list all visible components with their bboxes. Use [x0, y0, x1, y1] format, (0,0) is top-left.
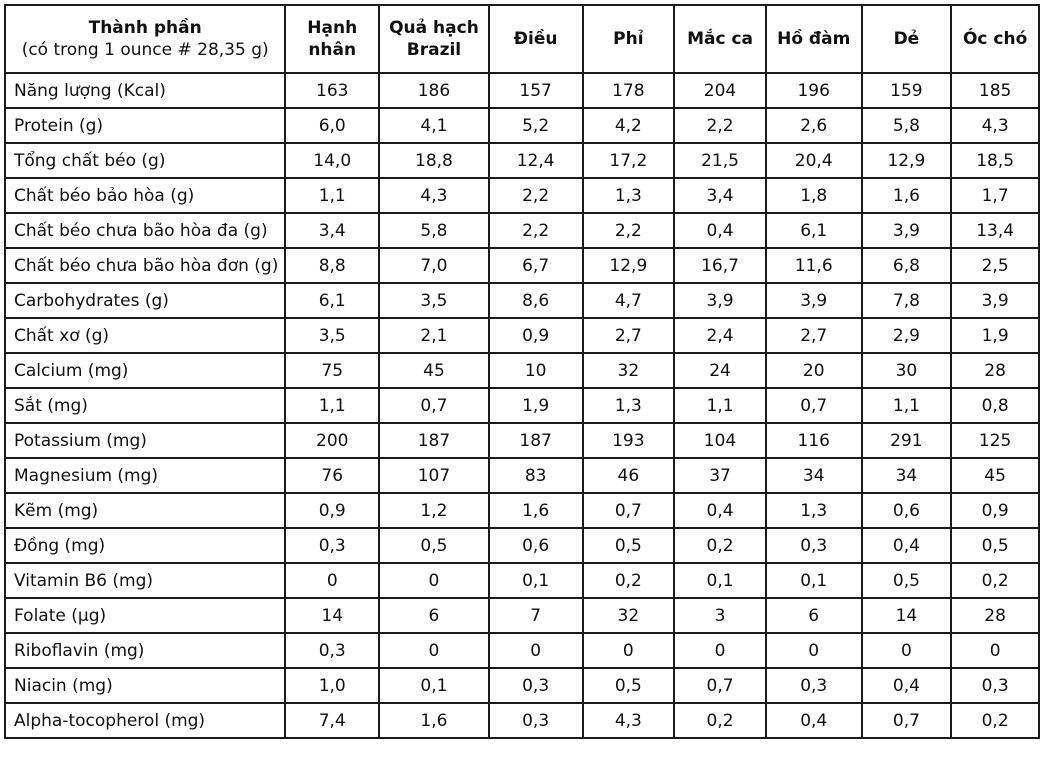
table-cell: 14: [285, 598, 379, 633]
row-label: Magnesium (mg): [5, 458, 285, 493]
table-body: [5, 73, 1039, 738]
table-cell: 34: [862, 458, 952, 493]
row-label: Protein (g): [5, 108, 285, 143]
table-cell: 32: [583, 353, 675, 388]
table-cell: 0,4: [674, 213, 766, 248]
table-cell: 3,9: [862, 213, 952, 248]
table-cell: 4,3: [583, 703, 675, 738]
table-cell: 6: [379, 598, 489, 633]
table-cell: 2,2: [489, 178, 583, 213]
table-row: [5, 213, 1039, 248]
header-nut: Phỉ: [583, 5, 675, 73]
row-label: Tổng chất béo (g): [5, 143, 285, 178]
row-label: Sắt (mg): [5, 388, 285, 423]
table-row: [5, 598, 1039, 633]
table-cell: 200: [285, 423, 379, 458]
row-label: Carbohydrates (g): [5, 283, 285, 318]
table-row: [5, 143, 1039, 178]
table-row: [5, 283, 1039, 318]
table-cell: 45: [951, 458, 1039, 493]
header-nut: Điều: [489, 5, 583, 73]
table-cell: 6,1: [285, 283, 379, 318]
table-cell: 1,3: [766, 493, 862, 528]
table-cell: 0,9: [951, 493, 1039, 528]
row-label: Chất béo chưa bão hòa đa (g): [5, 213, 285, 248]
table-cell: 0,3: [766, 668, 862, 703]
row-label: Năng lượng (Kcal): [5, 73, 285, 108]
table-cell: 12,9: [583, 248, 675, 283]
row-label: Alpha-tocopherol (mg): [5, 703, 285, 738]
table-cell: 0,2: [674, 528, 766, 563]
table-cell: 17,2: [583, 143, 675, 178]
table-cell: 187: [489, 423, 583, 458]
table-cell: 5,8: [379, 213, 489, 248]
table-cell: 45: [379, 353, 489, 388]
row-label: Đồng (mg): [5, 528, 285, 563]
table-cell: 24: [674, 353, 766, 388]
table-cell: 13,4: [951, 213, 1039, 248]
table-cell: 0,3: [489, 703, 583, 738]
table-cell: 76: [285, 458, 379, 493]
table-cell: 16,7: [674, 248, 766, 283]
table-cell: 0: [489, 633, 583, 668]
table-cell: 4,2: [583, 108, 675, 143]
table-cell: 83: [489, 458, 583, 493]
table-cell: 1,1: [285, 388, 379, 423]
table-cell: 1,6: [862, 178, 952, 213]
table-cell: 5,2: [489, 108, 583, 143]
row-label: Chất béo bảo hòa (g): [5, 178, 285, 213]
table-cell: 1,9: [951, 318, 1039, 353]
table-cell: 4,7: [583, 283, 675, 318]
table-cell: 159: [862, 73, 952, 108]
table-cell: 7,4: [285, 703, 379, 738]
table-cell: 30: [862, 353, 952, 388]
table-cell: 0,5: [583, 528, 675, 563]
row-label: Niacin (mg): [5, 668, 285, 703]
table-cell: 116: [766, 423, 862, 458]
table-cell: 0,2: [674, 703, 766, 738]
table-cell: 0,3: [285, 528, 379, 563]
table-cell: 104: [674, 423, 766, 458]
table-cell: 0,7: [862, 703, 952, 738]
table-cell: 193: [583, 423, 675, 458]
table-cell: 0: [379, 633, 489, 668]
table-cell: 8,8: [285, 248, 379, 283]
table-cell: 1,1: [674, 388, 766, 423]
table-cell: 291: [862, 423, 952, 458]
table-row: [5, 563, 1039, 598]
table-cell: 37: [674, 458, 766, 493]
row-label: Calcium (mg): [5, 353, 285, 388]
table-cell: 0,5: [862, 563, 952, 598]
table-cell: 32: [583, 598, 675, 633]
row-label: Riboflavin (mg): [5, 633, 285, 668]
table-cell: 0,2: [951, 703, 1039, 738]
table-cell: 0: [674, 633, 766, 668]
table-cell: 0,3: [766, 528, 862, 563]
table-cell: 1,8: [766, 178, 862, 213]
table-cell: 196: [766, 73, 862, 108]
table-cell: 2,5: [951, 248, 1039, 283]
table-cell: 21,5: [674, 143, 766, 178]
table-cell: 157: [489, 73, 583, 108]
table-cell: 2,2: [489, 213, 583, 248]
header-nut: Dẻ: [862, 5, 952, 73]
header-component-label: Thành phần: [88, 18, 202, 38]
table-cell: 4,1: [379, 108, 489, 143]
table-cell: 18,8: [379, 143, 489, 178]
table-cell: 10: [489, 353, 583, 388]
table-cell: 0,5: [379, 528, 489, 563]
table-cell: 187: [379, 423, 489, 458]
table-cell: 0,2: [951, 563, 1039, 598]
table-cell: 0,7: [379, 388, 489, 423]
table-cell: 2,2: [674, 108, 766, 143]
table-row: [5, 703, 1039, 738]
table-cell: 2,2: [583, 213, 675, 248]
table-cell: 20,4: [766, 143, 862, 178]
table-cell: 3,5: [379, 283, 489, 318]
table-cell: 1,2: [379, 493, 489, 528]
table-cell: 3,4: [674, 178, 766, 213]
table-cell: 0: [766, 633, 862, 668]
table-cell: 0,2: [583, 563, 675, 598]
row-label: Vitamin B6 (mg): [5, 563, 285, 598]
table-cell: 2,4: [674, 318, 766, 353]
table-cell: 3,9: [766, 283, 862, 318]
table-cell: 7: [489, 598, 583, 633]
table-cell: 185: [951, 73, 1039, 108]
header-component-sub: (có trong 1 ounce # 28,35 g): [21, 40, 269, 60]
table-cell: 46: [583, 458, 675, 493]
table-cell: 1,3: [583, 178, 675, 213]
table-cell: 1,6: [489, 493, 583, 528]
table-cell: 3,9: [951, 283, 1039, 318]
table-cell: 0: [951, 633, 1039, 668]
table-cell: 3,4: [285, 213, 379, 248]
table-cell: 2,9: [862, 318, 952, 353]
row-label: Potassium (mg): [5, 423, 285, 458]
table-cell: 3: [674, 598, 766, 633]
table-cell: 7,8: [862, 283, 952, 318]
table-cell: 12,4: [489, 143, 583, 178]
table-cell: 186: [379, 73, 489, 108]
table-cell: 0,4: [766, 703, 862, 738]
table-cell: 0,1: [766, 563, 862, 598]
table-cell: 0,4: [862, 528, 952, 563]
table-row: [5, 248, 1039, 283]
table-cell: 7,0: [379, 248, 489, 283]
table-cell: 12,9: [862, 143, 952, 178]
table-cell: 6,7: [489, 248, 583, 283]
header-nut: Hồ đàm: [766, 5, 862, 73]
table-cell: 4,3: [951, 108, 1039, 143]
row-label: Kẽm (mg): [5, 493, 285, 528]
table-cell: 204: [674, 73, 766, 108]
table-header: [5, 5, 1039, 73]
table-cell: 1,7: [951, 178, 1039, 213]
table-cell: 0,5: [951, 528, 1039, 563]
row-label: Chất xơ (g): [5, 318, 285, 353]
table-row: [5, 668, 1039, 703]
table-cell: 1,6: [379, 703, 489, 738]
table-cell: 1,1: [285, 178, 379, 213]
table-cell: 11,6: [766, 248, 862, 283]
header-nut: Óc chó: [951, 5, 1039, 73]
table-cell: 2,6: [766, 108, 862, 143]
table-cell: 0,6: [489, 528, 583, 563]
row-label: Chất béo chưa bão hòa đơn (g): [5, 248, 285, 283]
table-cell: 0,9: [489, 318, 583, 353]
table-cell: 18,5: [951, 143, 1039, 178]
row-label: Folate (µg): [5, 598, 285, 633]
table-cell: 28: [951, 353, 1039, 388]
table-cell: 6: [766, 598, 862, 633]
table-cell: 0,7: [766, 388, 862, 423]
table-row: [5, 108, 1039, 143]
table-cell: 1,3: [583, 388, 675, 423]
table-cell: 4,3: [379, 178, 489, 213]
table-cell: 0,5: [583, 668, 675, 703]
table-cell: 3,5: [285, 318, 379, 353]
table-cell: 0,4: [862, 668, 952, 703]
header-nut: Hạnh nhân: [285, 5, 379, 73]
nutrition-table-container: [4, 4, 1040, 739]
table-cell: 1,9: [489, 388, 583, 423]
table-cell: 0,8: [951, 388, 1039, 423]
table-cell: 163: [285, 73, 379, 108]
table-cell: 0: [862, 633, 952, 668]
table-cell: 14: [862, 598, 952, 633]
header-nut: Mắc ca: [674, 5, 766, 73]
table-cell: 0,3: [489, 668, 583, 703]
table-cell: 0,9: [285, 493, 379, 528]
table-cell: 6,1: [766, 213, 862, 248]
table-cell: 5,8: [862, 108, 952, 143]
table-cell: 107: [379, 458, 489, 493]
table-cell: 0,1: [489, 563, 583, 598]
table-row: [5, 73, 1039, 108]
table-row: [5, 388, 1039, 423]
table-cell: 0,7: [674, 668, 766, 703]
table-cell: 125: [951, 423, 1039, 458]
table-row: [5, 318, 1039, 353]
table-cell: 1,1: [862, 388, 952, 423]
table-row: [5, 493, 1039, 528]
table-cell: 0: [379, 563, 489, 598]
table-cell: 2,1: [379, 318, 489, 353]
header-component: [5, 5, 285, 73]
header-nut: Quả hạch Brazil: [379, 5, 489, 73]
table-cell: 0: [583, 633, 675, 668]
table-row: [5, 633, 1039, 668]
table-cell: 0,1: [379, 668, 489, 703]
table-cell: 14,0: [285, 143, 379, 178]
table-cell: 178: [583, 73, 675, 108]
table-cell: 20: [766, 353, 862, 388]
table-cell: 2,7: [583, 318, 675, 353]
table-cell: 0,3: [285, 633, 379, 668]
table-cell: 0,6: [862, 493, 952, 528]
table-cell: 1,0: [285, 668, 379, 703]
table-cell: 0,1: [674, 563, 766, 598]
table-cell: 6,0: [285, 108, 379, 143]
table-cell: 3,9: [674, 283, 766, 318]
table-cell: 6,8: [862, 248, 952, 283]
table-cell: 75: [285, 353, 379, 388]
table-cell: 28: [951, 598, 1039, 633]
nutrition-table: [4, 4, 1040, 739]
table-cell: 8,6: [489, 283, 583, 318]
table-cell: 0,4: [674, 493, 766, 528]
table-row: [5, 178, 1039, 213]
table-cell: 0: [285, 563, 379, 598]
table-row: [5, 458, 1039, 493]
table-row: [5, 528, 1039, 563]
table-cell: 2,7: [766, 318, 862, 353]
table-row: [5, 423, 1039, 458]
table-cell: 34: [766, 458, 862, 493]
table-cell: 0,7: [583, 493, 675, 528]
header-row: [5, 5, 1039, 73]
table-row: [5, 353, 1039, 388]
table-cell: 0,3: [951, 668, 1039, 703]
